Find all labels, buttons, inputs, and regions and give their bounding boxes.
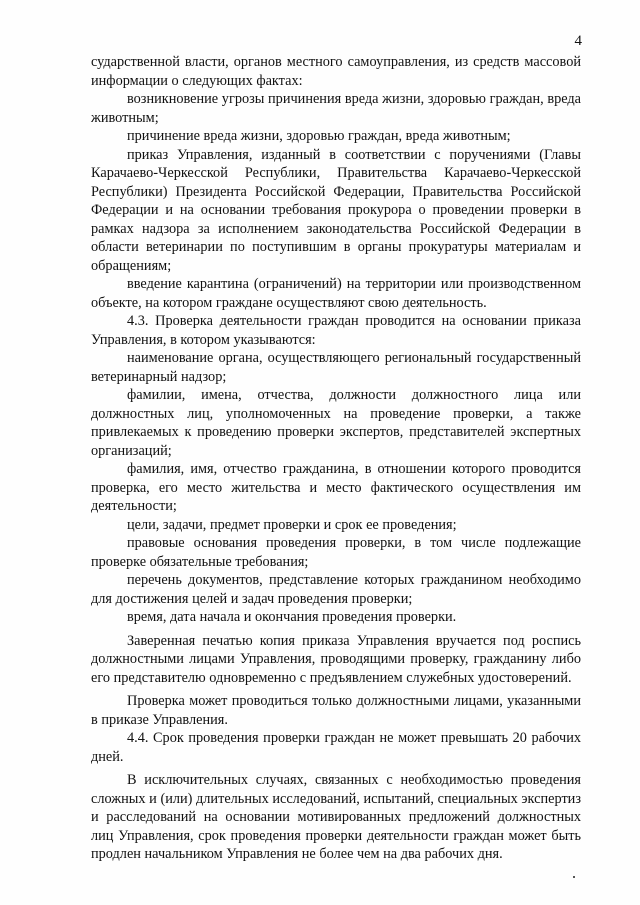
paragraph-4: приказ Управления, изданный в соответствии с поручениями (Главы Карачаево-Черкесской Республики, Правительства Карачаево-Черкесской Республики) Президента Российской Федерации, Правительства Российской Федерации и на основании требования прокурора о проведении проверки в рамках надзора за исполнением законодательства Российской Федерации в области ветеринарии по поступившим в органы прокуратуры материалам и обращениям; <box>91 146 581 274</box>
paragraph-7: наименование органа, осуществляющего региональный государственный ветеринарный надзор; <box>91 350 581 385</box>
paragraph-12: перечень документов, представление которых гражданином необходимо для достижения целей и задач проведения проверки; <box>91 572 581 607</box>
paragraph-3: причинение вреда жизни, здоровью граждан, вреда животным; <box>127 128 511 144</box>
paragraph-5: введение карантина (ограничений) на территории или производственном объекте, на котором граждане осуществляют свою деятельность. <box>91 276 581 311</box>
scan-speck <box>573 876 575 878</box>
paragraph-17: В исключительных случаях, связанных с необходимостью проведения сложных и (или) длительных исследований, испытаний, специальных экспертиз и расследований на основании мотивированных предложений должностных лиц Управления, срок проведения проверки деятельности граждан может быть продлен начальником Управления не более чем на два рабочих дня. <box>91 772 581 862</box>
paragraph-11: правовые основания проведения проверки, в том числе подлежащие проверке обязательные требования; <box>91 535 581 570</box>
paragraph-14: Заверенная печатью копия приказа Управления вручается под роспись должностными лицами Управления, проводящими проверку, гражданину либо его представителю одновременно с предъявлением служебных удостоверений. <box>91 632 581 686</box>
paragraph-2: возникновение угрозы причинения вреда жизни, здоровью граждан, вреда животным; <box>91 91 581 126</box>
paragraph-15: Проверка может проводиться только должностными лицами, указанными в приказе Управления. <box>91 693 581 728</box>
section-4-4: 4.4. Срок проведения проверки граждан не может превышать 20 рабочих дней. <box>91 730 581 765</box>
paragraph-13: время, дата начала и окончания проведения проверки. <box>127 609 457 625</box>
paragraph-10: цели, задачи, предмет проверки и срок ее проведения; <box>127 516 457 533</box>
paragraph-9: фамилия, имя, отчество гражданина, в отношении которого проводится проверка, его место жительства и место фактического осуществления им деятельности; <box>91 461 581 514</box>
paragraph-1: сударственной власти, органов местного самоуправления, из средств массовой информации о следующих фактах: <box>91 54 581 89</box>
page-number: 4 <box>574 33 582 49</box>
paragraph-8: фамилии, имена, отчества, должности должностного лица или должностных лиц, уполномоченных на проведение проверки, а также привлекаемых к проведению проверки экспертов, представителей экспертных организаций; <box>91 387 581 459</box>
document-body <box>91 53 581 864</box>
section-4-3: 4.3. Проверка деятельности граждан проводится на основании приказа Управления, в котором указываются: <box>91 313 581 348</box>
